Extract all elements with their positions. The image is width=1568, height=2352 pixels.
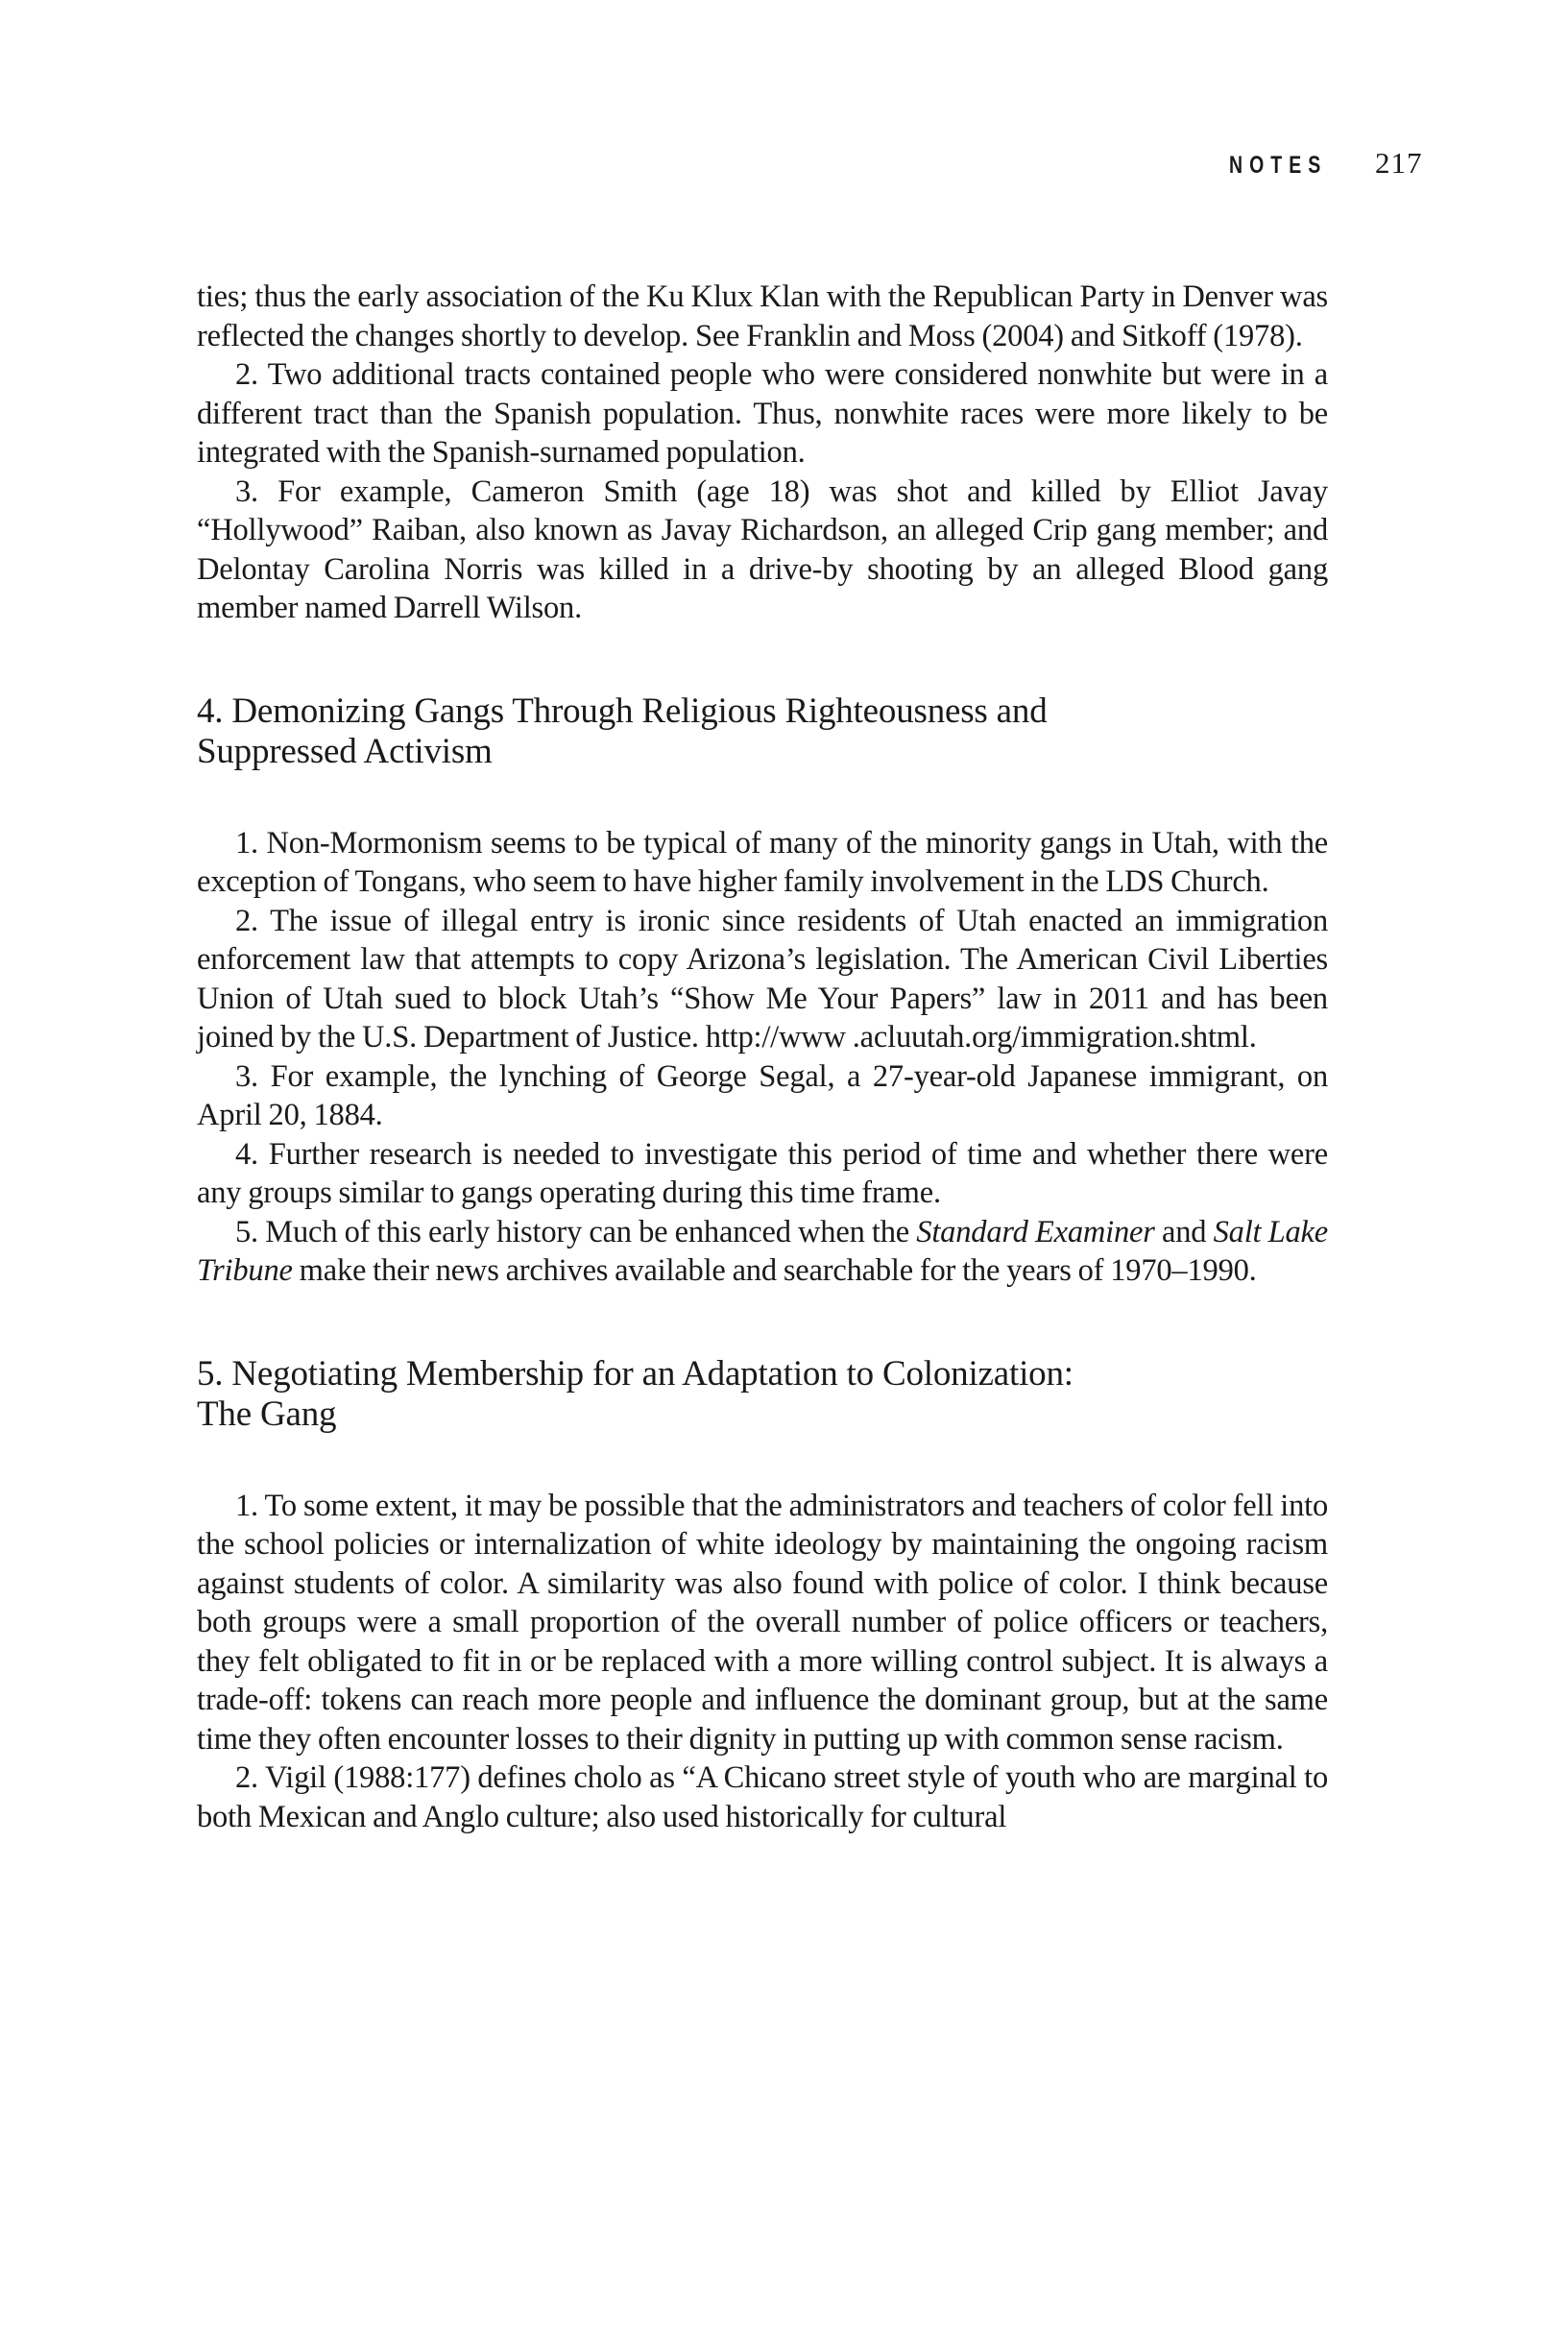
chapter-4-heading-line-1: 4. Demonizing Gangs Through Religious Righteousness and [197,691,1048,731]
note-3-2 [197,355,1328,473]
publication-title-salt-lake-tribune: Salt Lake Tribune [197,1214,1329,1288]
note-text-part: Much of this early history can be enhanced when the [265,1214,917,1249]
publication-title-standard-examiner: Standard Examiner [916,1214,1155,1249]
spacer [197,772,1328,824]
chapter-5-heading [197,1354,1328,1435]
note-number: 1. [235,1488,258,1523]
note-text: Two additional tracts contained people who were considered nonwhite but were in a different tract than the Spanish population. Thus, nonwhite races were more likely to be integrated with the Spanish-surnamed population. [197,357,1329,470]
note-number: 2. [235,357,258,392]
spacer [197,628,1328,691]
running-head [1229,146,1459,184]
note-text: Further research is needed to investigate this period of time and whether there were any groups similar to gangs operating during this time frame. [197,1136,1328,1210]
note-number: 3. [235,473,258,509]
chapter-5-heading-line-1: 5. Negotiating Membership for an Adaptation to Colonization: [197,1353,1073,1394]
note-number: 2. [235,1760,258,1795]
note-text: The issue of illegal entry is ironic since residents of Utah enacted an immigration enforcement law that attempts to copy Arizona’s legislation. The American Civil Liberties Union of Utah sued to block Utah’s “Show Me Your Papers” law in 2011 and has been joined by the U.S. Department of Justice. http://www .acluutah.org/immigration.shtml. [197,903,1328,1055]
note-number: 4. [235,1136,258,1172]
note-5-1 [197,1487,1328,1759]
note-3-3 [197,473,1328,628]
note-text-part: make their news archives available and searchable for the years of 1970–1990. [292,1253,1257,1288]
note-text: Non-Mormonism seems to be typical of many of the minority gangs in Utah, with the exception of Tongans, who seem to have higher family involvement in the LDS Church. [197,825,1328,899]
chapter-4-heading [197,691,1328,772]
running-head-section-label: NOTES [1229,152,1328,179]
note-text: For example, the lynching of George Segal, a 27-year-old Japanese immigrant, on April 20, 1884. [197,1058,1328,1132]
note-number: 5. [235,1214,258,1249]
note-text-part: and [1154,1214,1214,1249]
page-number: 217 [1375,146,1423,180]
note-number: 3. [235,1058,258,1094]
note-4-4 [197,1135,1328,1213]
note-5-2 [197,1758,1328,1836]
notes-content [197,278,1328,1836]
chapter-4-heading-line-2: Suppressed Activism [197,731,493,771]
note-4-5 [197,1213,1328,1291]
note-text: For example, Cameron Smith (age 18) was shot and killed by Elliot Javay “Hollywood” Raiban, also known as Javay Richardson, an alleged Crip gang member; and Delontay Carolina Norris was killed in a drive-by shooting by an alleged Blood gang member named Darrell Wilson. [197,473,1328,625]
spacer [197,1435,1328,1487]
note-4-3 [197,1057,1328,1135]
note-number: 2. [235,903,258,938]
note-text: Vigil (1988:177) defines cholo as “A Chicano street style of youth who are marginal to both Mexican and Anglo culture; also used historically for cultural [197,1760,1328,1834]
continuation-paragraph: ties; thus the early association of the Ku Klux Klan with the Republican Party in Denver was reflected the changes shortly to develop. See Franklin and Moss (2004) and Sitkoff (1978). [197,279,1328,353]
spacer [197,1291,1328,1354]
note-number: 1. [235,825,258,861]
chapter-5-heading-line-2: The Gang [197,1394,337,1434]
note-4-1 [197,824,1328,902]
note-text: To some extent, it may be possible that the administrators and teachers of color fell into the school policies or internalization of white ideology by maintaining the ongoing racism against students of color. A similarity was also found with police of color. I think because both groups were a small proportion of the overall number of police officers or teachers, they felt obligated to fit in or be replaced with a more willing control subject. It is always a trade-off: tokens can reach more people and influence the dominant group, but at the same time they often encounter losses to their dignity in putting up with common sense racism. [197,1488,1328,1757]
note-4-2 [197,902,1328,1057]
